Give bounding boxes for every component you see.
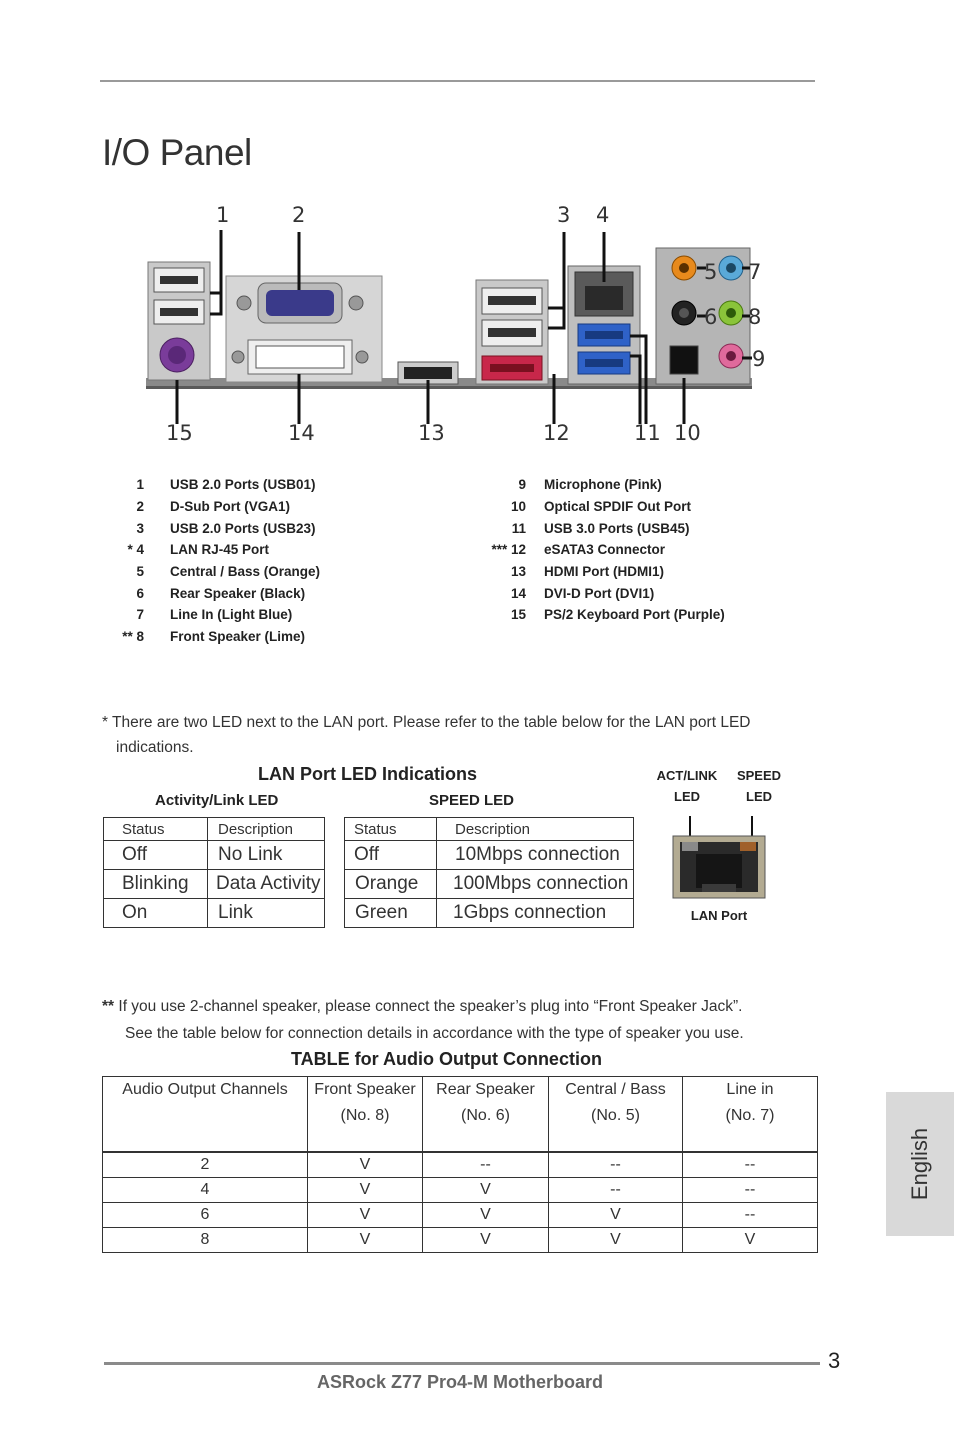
usb23-esata-block	[476, 280, 548, 384]
table-cell: V	[308, 1178, 423, 1203]
vga-dvi-block	[226, 276, 382, 382]
table-row	[345, 899, 634, 928]
legend-num: 11	[511, 521, 526, 536]
callout-14: 14	[288, 421, 315, 445]
table-cell: V	[549, 1228, 683, 1253]
speed-label-line2: LED	[746, 789, 772, 804]
language-tab	[886, 1092, 954, 1236]
table-cell: --	[683, 1203, 818, 1228]
table-header-row	[104, 818, 325, 841]
language-tab-label: English	[907, 1127, 932, 1201]
table-cell: Data Activity	[208, 870, 325, 899]
header-cell	[103, 1077, 308, 1153]
legend-num: 13	[510, 564, 526, 579]
callout-3: 3	[557, 203, 571, 227]
legend-label: D-Sub Port (VGA1)	[170, 499, 290, 514]
act-link-label-line2: LED	[674, 789, 700, 804]
legend-num: 6	[136, 586, 144, 601]
table-header-row	[103, 1077, 818, 1153]
footer-title: ASRock Z77 Pro4-M Motherboard	[316, 1372, 604, 1392]
table-cell: Off	[104, 841, 208, 870]
table-row	[345, 870, 634, 899]
top-rule	[100, 80, 815, 82]
legend-num: 9	[518, 477, 526, 492]
speaker-footnote	[102, 994, 862, 1046]
table-row	[104, 870, 325, 899]
callout-5: 5	[704, 260, 718, 284]
page-title: I/O Panel	[102, 132, 252, 173]
lan-port-illustration	[660, 806, 780, 902]
table-cell: 4	[103, 1178, 308, 1203]
header-line1: Front Speaker	[314, 1081, 416, 1098]
callout-4: 4	[596, 203, 610, 227]
legend-label: Optical SPDIF Out Port	[544, 499, 692, 514]
act-led-indicator	[682, 842, 698, 851]
audio-output-table	[102, 1076, 818, 1253]
table-cell: Blinking	[104, 870, 208, 899]
lan-footnote-line1: * There are two LED next to the LAN port. Please refer to the table below for the LAN port LED	[102, 714, 751, 731]
speed-led-label	[728, 768, 790, 804]
legend-num: 3	[136, 521, 144, 536]
legend-label: LAN RJ-45 Port	[170, 542, 270, 557]
legend-num: 1	[136, 477, 144, 492]
legend-num: 5	[136, 564, 144, 579]
header-line1: Line in	[726, 1081, 774, 1098]
table-cell: V	[423, 1178, 549, 1203]
speaker-footnote-line1	[102, 994, 862, 1019]
table-cell: --	[423, 1152, 549, 1178]
page-number: 3	[828, 1348, 841, 1373]
legend-num: *** 12	[491, 542, 526, 557]
table-row	[103, 1178, 818, 1203]
callout-8: 8	[748, 305, 762, 329]
legend-num: 2	[136, 499, 144, 514]
speaker-footnote-mark: **	[102, 998, 115, 1015]
header-cell	[549, 1077, 683, 1153]
table-row	[103, 1228, 818, 1253]
table-cell: No Link	[208, 841, 325, 870]
lan-footnote	[102, 710, 862, 760]
table-cell: V	[423, 1203, 549, 1228]
callout-9: 9	[752, 347, 766, 371]
act-link-led-label	[650, 768, 724, 804]
legend-label: Rear Speaker (Black)	[170, 586, 306, 601]
table-row	[103, 1203, 818, 1228]
legend-label: PS/2 Keyboard Port (Purple)	[544, 607, 725, 622]
legend-label: eSATA3 Connector	[544, 542, 666, 557]
speaker-footnote-text1: If you use 2-channel speaker, please connect the speaker’s plug into “Front Speaker Jack”.	[114, 998, 743, 1015]
table-cell: Green	[345, 899, 437, 928]
activity-led-table	[103, 817, 325, 928]
callout-2: 2	[292, 203, 306, 227]
table-row	[103, 1152, 818, 1178]
table-cell: V	[308, 1203, 423, 1228]
table-cell: On	[104, 899, 208, 928]
table-cell: V	[683, 1228, 818, 1253]
table-header-row	[345, 818, 634, 841]
table-cell: V	[423, 1228, 549, 1253]
legend-label: Central / Bass (Orange)	[170, 564, 321, 579]
table-cell: --	[549, 1178, 683, 1203]
header-cell: Description	[437, 818, 634, 841]
table-cell: V	[308, 1228, 423, 1253]
callout-13: 13	[418, 421, 445, 445]
lan-usb3-block	[568, 266, 640, 384]
callout-6: 6	[704, 305, 718, 329]
callout-12: 12	[543, 421, 570, 445]
table-cell: 6	[103, 1203, 308, 1228]
legend-label: DVI-D Port (DVI1)	[544, 586, 655, 601]
header-line2: (No. 5)	[591, 1107, 640, 1124]
lan-port-label: LAN Port	[690, 908, 748, 923]
callout-10: 10	[674, 421, 701, 445]
lan-footnote-line2: indications.	[116, 739, 194, 756]
table-row	[345, 841, 634, 870]
legend-label: Microphone (Pink)	[544, 477, 662, 492]
header-cell: Status	[345, 818, 437, 841]
activity-led-title: Activity/Link LED	[155, 792, 279, 809]
table-cell: 8	[103, 1228, 308, 1253]
table-cell: --	[549, 1152, 683, 1178]
header-cell	[683, 1077, 818, 1153]
bottom-rule	[104, 1362, 820, 1365]
table-cell: --	[683, 1152, 818, 1178]
io-panel-diagram	[0, 195, 954, 450]
legend-num: 10	[510, 499, 526, 514]
header-line2: (No. 8)	[340, 1107, 390, 1124]
legend-label: USB 3.0 Ports (USB45)	[544, 521, 690, 536]
legend-label: Front Speaker (Lime)	[170, 629, 306, 644]
audio-table-title: TABLE for Audio Output Connection	[291, 1049, 602, 1069]
table-cell: Link	[208, 899, 325, 928]
speed-label-line1: SPEED	[736, 768, 782, 783]
header-cell	[423, 1077, 549, 1153]
header-line1: Audio Output Channels	[122, 1081, 288, 1098]
table-cell: --	[683, 1178, 818, 1203]
legend-num: * 4	[127, 542, 144, 557]
legend-label: HDMI Port (HDMI1)	[544, 564, 664, 579]
legend-label: Line In (Light Blue)	[170, 607, 293, 622]
callout-11: 11	[634, 421, 661, 445]
callout-1: 1	[216, 203, 230, 227]
table-row	[104, 899, 325, 928]
legend-num: ** 8	[122, 629, 144, 644]
legend-num: 15	[510, 607, 526, 622]
table-cell: 1Gbps connection	[437, 899, 634, 928]
table-cell: Orange	[345, 870, 437, 899]
legend-label: USB 2.0 Ports (USB01)	[170, 477, 316, 492]
table-cell: 100Mbps connection	[437, 870, 634, 899]
table-row	[104, 841, 325, 870]
ps2-keyboard-port	[160, 338, 194, 372]
header-cell	[308, 1077, 423, 1153]
legend-num: 14	[510, 586, 526, 601]
table-cell: 2	[103, 1152, 308, 1178]
header-line2: (No. 7)	[725, 1107, 775, 1124]
lan-led-title: LAN Port LED Indications	[258, 764, 478, 784]
table-cell: V	[549, 1203, 683, 1228]
header-cell: Description	[208, 818, 325, 841]
act-link-label-line1: ACT/LINK	[656, 768, 718, 783]
table-cell: V	[308, 1152, 423, 1178]
header-line2: (No. 6)	[461, 1107, 510, 1124]
header-line1: Central / Bass	[565, 1081, 666, 1098]
table-cell: 10Mbps connection	[437, 841, 634, 870]
table-cell: Off	[345, 841, 437, 870]
speed-led-indicator	[740, 842, 756, 851]
callout-7: 7	[748, 260, 762, 284]
speed-led-table	[344, 817, 634, 928]
header-cell: Status	[104, 818, 208, 841]
speaker-footnote-line2: See the table below for connection details in accordance with the type of speaker you use.	[125, 1025, 744, 1042]
legend-num: 7	[136, 607, 144, 622]
legend-label: USB 2.0 Ports (USB23)	[170, 521, 316, 536]
speed-led-title: SPEED LED	[429, 792, 515, 809]
callout-15: 15	[166, 421, 193, 445]
header-line1: Rear Speaker	[436, 1081, 535, 1098]
